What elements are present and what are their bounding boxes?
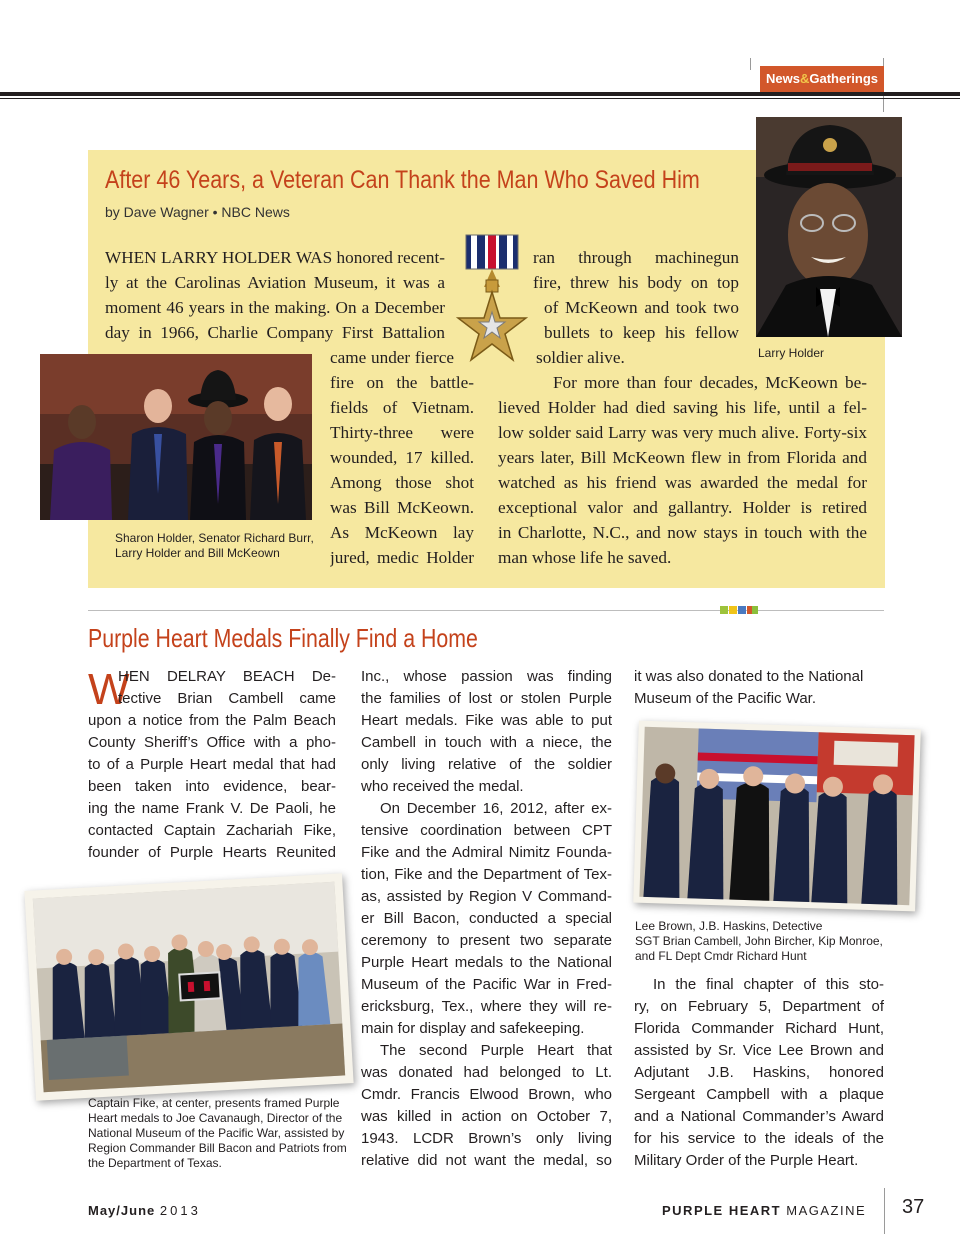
museum-photo-caption-line: Region Commander Bill Bacon and Patriots from <box>88 1141 347 1155</box>
article2-line: 1943. LCDR Brown’s only living <box>361 1130 612 1147</box>
article1-line: ly at the Carolinas Aviation Museum, it was a <box>105 273 445 292</box>
header-tick <box>750 58 751 70</box>
museum-photo-caption-line: the Department of Texas. <box>88 1156 222 1170</box>
header-rule <box>0 92 960 96</box>
article2-line: assisted by Sr. Vice Lee Brown and <box>634 1042 884 1059</box>
article1-line: fire, threw his body on top <box>533 273 739 292</box>
article2-line: was donated had belonged to Lt. <box>361 1064 612 1081</box>
article1-line: moment 46 years in the making. On a December <box>105 298 445 317</box>
museum-photo-caption-line: Heart medals to Joe Cavanaugh, Director of the <box>88 1111 343 1125</box>
article2-line: ry, on February 5, Department of <box>634 998 884 1015</box>
article2-line: the families of lost or stolen Purple <box>361 690 612 707</box>
article1-line: jured, medic Holder <box>330 548 474 567</box>
article2-line: it was also donated to the National <box>634 668 864 685</box>
article1-line: years later, Bill McKeown flew in from Florida and <box>498 448 867 467</box>
article2-line: Adjutant J.B. Haskins, honored <box>634 1064 884 1081</box>
article2-line: was killed in action on October 7, <box>361 1108 612 1125</box>
police-award-photo <box>633 721 921 912</box>
police-photo-caption-line: and FL Dept Cmdr Richard Hunt <box>635 949 807 963</box>
footer-rule <box>884 1188 885 1234</box>
article2-line: contacted Captain Zachariah Fike, <box>88 822 336 839</box>
article2-line: main for display and safekeeping. <box>361 1020 585 1037</box>
holder-group-photo <box>40 354 312 520</box>
article1-line: in Charlotte, N.C., and now stays in touch with the <box>498 523 867 542</box>
article2-line: ing the name Frank V. De Paoli, he <box>88 800 336 817</box>
article2-line: only living relative of the soldier <box>361 756 612 773</box>
article1-title: After 46 Years, a Veteran Can Thank the Man Who Saved Him <box>105 166 700 194</box>
footer-issue-year: 2013 <box>159 1203 201 1218</box>
footer-issue-month: May/June <box>88 1203 156 1218</box>
article-separator <box>88 610 884 611</box>
article2-line: as, assisted by Region V Command- <box>361 888 612 905</box>
article2-line: to of a Purple Heart medal that had <box>88 756 336 773</box>
article2-line: Cmdr. Francis Elwood Brown, who <box>361 1086 612 1103</box>
silver-star-medal-icon <box>456 232 528 362</box>
police-photo-caption <box>635 919 883 964</box>
police-photo-caption-line: SGT Brian Cambell, John Bircher, Kip Monroe, <box>635 934 883 948</box>
article2-line: Cambell in touch with a niece, the <box>361 734 612 751</box>
article1-byline: by Dave Wagner • NBC News <box>105 204 290 220</box>
article1-line: For more than four decades, McKeown be- <box>553 373 867 392</box>
article2-line: ericksburg, Tex., where they will re- <box>361 998 612 1015</box>
article2-line: Heart medals. Fike was able to put <box>361 712 612 729</box>
article2-title: Purple Heart Medals Finally Find a Home <box>88 623 478 653</box>
article1-line: Thirty-three were <box>330 423 474 442</box>
separator-square-blue <box>738 606 746 614</box>
header-rule-thin <box>0 98 960 99</box>
article1-line: man whose life he saved. <box>498 548 672 567</box>
group-photo-caption-line: Larry Holder and Bill McKeown <box>115 546 280 560</box>
article1-line: was Bill McKeown. <box>330 498 474 517</box>
article2-line: County Sheriff’s Office with a pho- <box>88 734 336 751</box>
museum-photo-caption-line: Captain Fike, at center, presents framed Purple <box>88 1096 340 1110</box>
article2-line: tion, Fike and the Department of Tex- <box>361 866 612 883</box>
article2-line: and a National Commander’s Award <box>634 1108 884 1125</box>
article2-dropcap: W <box>88 665 130 714</box>
separator-square-green2 <box>752 606 758 614</box>
article2-line: HEN DELRAY BEACH De- <box>118 668 336 685</box>
article2-line: Fike and the Admiral Nimitz Founda- <box>361 844 612 861</box>
article1-line: soldier alive. <box>536 348 625 367</box>
article2-line: tensive coordination between CPT <box>361 822 612 839</box>
footer-magazine <box>662 1203 866 1218</box>
section-tag <box>760 66 884 92</box>
article2-line: relative did not want the medal, so <box>361 1152 612 1169</box>
museum-photo-caption <box>88 1096 347 1171</box>
article2-line: ceremony to present two separate <box>361 932 612 949</box>
footer-magazine-light: MAGAZINE <box>786 1203 867 1218</box>
article2-line: In the final chapter of this sto- <box>653 976 884 993</box>
page-number: 37 <box>902 1196 925 1218</box>
article1-line: As McKeown lay <box>330 523 474 542</box>
article2-line: Museum of the Pacific War. <box>634 690 817 707</box>
article1-line: Among those shot <box>330 473 474 492</box>
article2-line: Inc., whose passion was finding <box>361 668 612 685</box>
article1-line: low solder said Larry was very much alive. Forty-six <box>498 423 867 442</box>
article2-line: Military Order of the Purple Heart. <box>634 1152 859 1169</box>
portrait-caption: Larry Holder <box>758 346 825 360</box>
article2-line: Purple Heart medals to the National <box>361 954 612 971</box>
separator-square-yellow <box>729 606 737 614</box>
section-tag-news: News <box>766 71 800 86</box>
article1-line: WHEN LARRY HOLDER WAS honored recent- <box>105 248 445 267</box>
article2-line: been taken into evidence, bear- <box>88 778 336 795</box>
article2-line: founder of Purple Hearts Reunited <box>88 844 336 861</box>
article1-line: fire on the battle- <box>330 373 474 392</box>
article2-line: Florida Commander Richard Hunt, <box>634 1020 884 1037</box>
section-tag-gatherings: Gatherings <box>809 71 878 86</box>
larry-holder-portrait <box>756 117 902 337</box>
police-photo-caption-line: Lee Brown, J.B. Haskins, Detective <box>635 919 823 933</box>
article2-line: On December 16, 2012, after ex- <box>380 800 612 817</box>
article1-line: wounded, 17 killed. <box>330 448 474 467</box>
footer-magazine-bold: PURPLE HEART <box>662 1203 782 1218</box>
article1-line: watched as his friend was awarded the medal for <box>498 473 867 492</box>
group-photo-caption-line: Sharon Holder, Senator Richard Burr, <box>115 531 314 545</box>
article1-line: day in 1966, Charlie Company First Battalion <box>105 323 445 342</box>
section-tag-amp: & <box>799 71 810 86</box>
group-photo-caption <box>115 531 314 561</box>
article2-line: for his service to the ideals of the <box>634 1130 884 1147</box>
article1-line: came under fierce <box>330 348 454 367</box>
article2-line: tective Brian Cambell came <box>118 690 336 707</box>
separator-square-green <box>720 606 728 614</box>
article1-line: bullets to keep his fellow <box>544 323 739 342</box>
article2-line: upon a notice from the Palm Beach <box>88 712 336 729</box>
article2-line: Museum of the Pacific War in Fred- <box>361 976 612 993</box>
article1-line: ran through machinegun <box>533 248 739 267</box>
article1-line: fields of Vietnam. <box>330 398 474 417</box>
footer-issue <box>88 1203 201 1218</box>
museum-ceremony-photo <box>24 873 353 1100</box>
article2-line: er Bill Bacon, conducted a special <box>361 910 612 927</box>
article2-line: The second Purple Heart that <box>380 1042 612 1059</box>
article2-line: who received the medal. <box>361 778 524 795</box>
article1-line: lieved Holder had died saving his life, until a fel- <box>498 398 867 417</box>
article1-line: of McKeown and took two <box>544 298 739 317</box>
museum-photo-caption-line: National Museum of the Pacific War, assisted by <box>88 1126 345 1140</box>
article2-line: Sergeant Campbell with a plaque <box>634 1086 884 1103</box>
article1-line: exceptional valor and gallantry. Holder is retired <box>498 498 867 517</box>
